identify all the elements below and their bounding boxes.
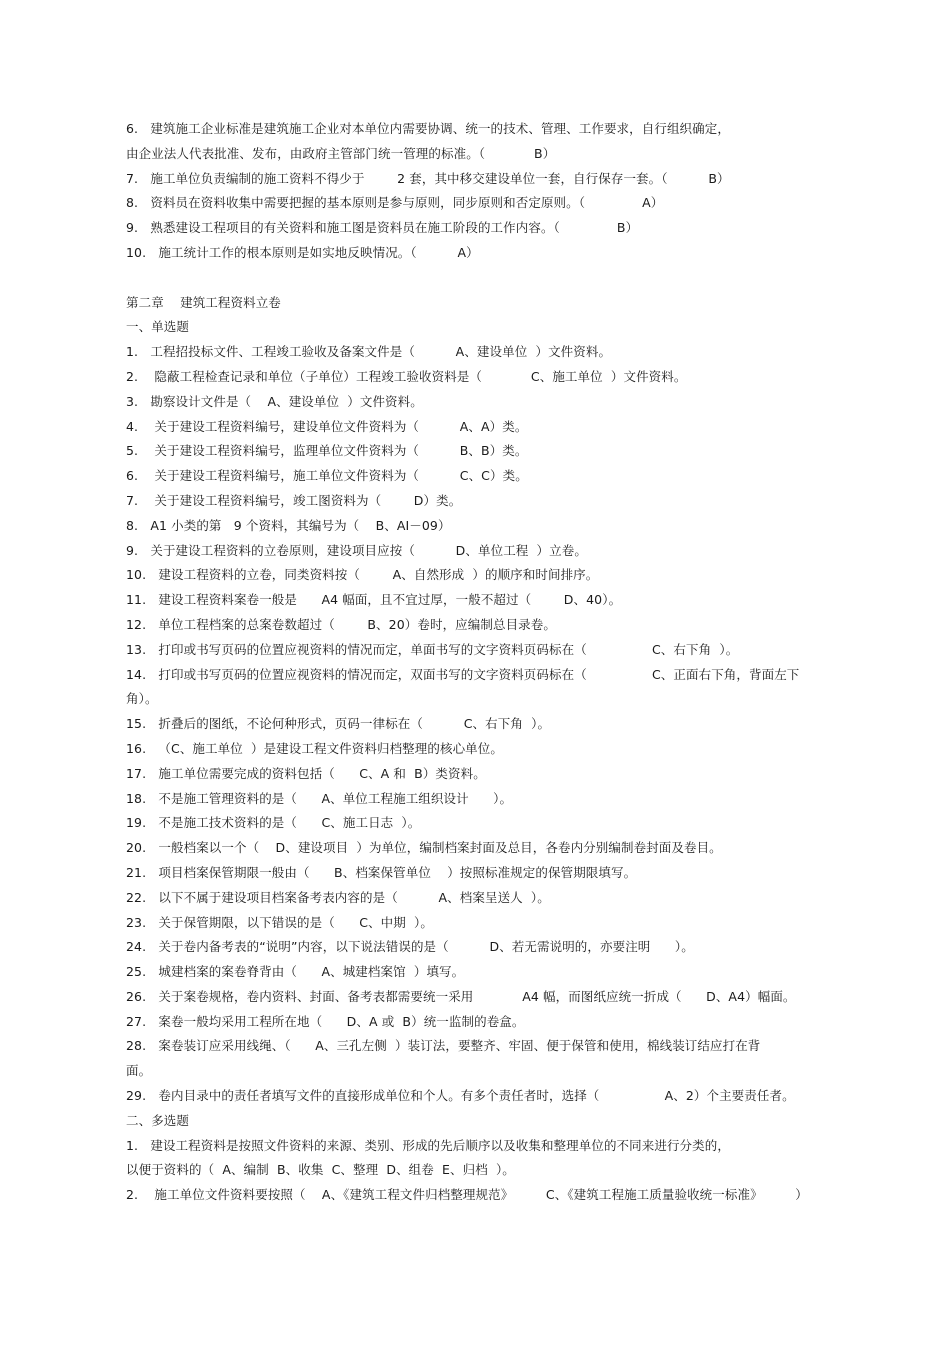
list-item: 25. 城建档案的案卷脊背由（ A、城建档案馆 ）填写。 bbox=[126, 964, 465, 980]
list-item: 2. 施工单位文件资料要按照（ A、《建筑工程文件归档整理规范》 C、《建筑工程施工质量验收统一标准》 ） bbox=[126, 1187, 808, 1203]
list-item: 23. 关于保管期限，以下错误的是（ C、中期 ）。 bbox=[126, 914, 433, 930]
document-body bbox=[126, 117, 826, 1208]
list-item: 28. 案卷装订应采用线绳、（ A、三孔左侧 ）装订法，要整齐、牢固、便于保管和使用，棉线装订结应打在背 bbox=[126, 1038, 761, 1054]
multi-choice-list bbox=[126, 1134, 826, 1208]
list-item: 8. A1 小类的第 9 个资料，其编号为（ B、AI－09） bbox=[126, 517, 451, 533]
list-item: 21. 项目档案保管期限一般由（ B、档案保管单位 ）按照标准规定的保管期限填写。 bbox=[126, 864, 637, 880]
list-item: 面。 bbox=[126, 1063, 152, 1079]
list-item: 11. 建设工程资料案卷一般是 A4 幅面，且不宜过厚，一般不超过（ D、40）。 bbox=[126, 592, 622, 608]
list-item: 1. 建设工程资料是按照文件资料的来源、类别、形成的先后顺序以及收集和整理单位的不同来进行分类的， bbox=[126, 1137, 730, 1153]
list-item: 17. 施工单位需要完成的资料包括（ C、A 和 B）类资料。 bbox=[126, 765, 486, 781]
list-item: 27. 案卷一般均采用工程所在地（ D、A 或 B）统一监制的卷盒。 bbox=[126, 1013, 525, 1029]
list-item: 由企业法人代表批准、发布，由政府主管部门统一管理的标准。（ B） bbox=[126, 145, 556, 161]
list-item: 9. 关于建设工程资料的立卷原则，建设项目应按（ D、单位工程 ）立卷。 bbox=[126, 542, 587, 558]
section-1-list bbox=[126, 117, 826, 266]
list-item: 6. 建筑施工企业标准是建筑施工企业对本单位内需要协调、统一的技术、管理、工作要求，自行组织确定， bbox=[126, 121, 730, 136]
list-item: 26. 关于案卷规格，卷内资料、封面、备考表都需要统一采用 A4 幅，而图纸应统一折成（ D、A4）幅面。 bbox=[126, 988, 796, 1004]
list-item: 以便于资料的（ A、编制 B、收集 C、整理 D、组卷 E、归档 ）。 bbox=[126, 1162, 515, 1178]
list-item: 13. 打印或书写页码的位置应视资料的情况而定，单面书写的文字资料页码标在（ C、右下角 ）。 bbox=[126, 641, 739, 657]
single-choice-list bbox=[126, 340, 826, 1109]
list-item: 20. 一般档案以一个（ D、建设项目 ）为单位，编制档案封面及总目，各卷内分别编制卷封面及卷目。 bbox=[126, 840, 722, 856]
list-item: 12. 单位工程档案的总案卷数超过（ B、20）卷时，应编制总目录卷。 bbox=[126, 616, 556, 632]
list-item: 7. 施工单位负责编制的施工资料不得少于 2 套，其中移交建设单位一套，自行保存一套。（ B） bbox=[126, 170, 730, 186]
list-item: 14. 打印或书写页码的位置应视资料的情况而定，双面书写的文字资料页码标在（ C、正面右下角，背面左下 bbox=[126, 666, 800, 682]
list-item: 5. 关于建设工程资料编号，监理单位文件资料为（ B、B）类。 bbox=[126, 443, 528, 459]
list-item: 29. 卷内目录中的责任者填写文件的直接形成单位和个人。有多个责任者时，选择（ A、2）个主要责任者。 bbox=[126, 1088, 795, 1104]
list-item: 9. 熟悉建设工程项目的有关资料和施工图是资料员在施工阶段的工作内容。（ B） bbox=[126, 220, 639, 236]
list-item: 10. 建设工程资料的立卷，同类资料按（ A、自然形成 ）的顺序和时间排序。 bbox=[126, 567, 599, 583]
list-item: 10. 施工统计工作的根本原则是如实地反映情况。（ A） bbox=[126, 244, 479, 260]
list-item: 19. 不是施工技术资料的是（ C、施工日志 ）。 bbox=[126, 815, 421, 831]
list-item: 15. 折叠后的图纸，不论何种形式，页码一律标在（ C、右下角 ）。 bbox=[126, 716, 551, 732]
list-item: 3. 勘察设计文件是（ A、建设单位 ）文件资料。 bbox=[126, 393, 423, 409]
list-item: 24. 关于卷内备考表的“说明”内容，以下说法错误的是（ D、若无需说明的，亦要注明 ）。 bbox=[126, 939, 694, 955]
multi-choice-heading: 二、多选题 bbox=[126, 1112, 190, 1128]
list-item: 2. 隐蔽工程检查记录和单位（子单位）工程竣工验收资料是（ C、施工单位 ）文件资料。 bbox=[126, 368, 687, 384]
list-item: 角）。 bbox=[126, 691, 158, 707]
list-item: 6. 关于建设工程资料编号，施工单位文件资料为（ C、C）类。 bbox=[126, 468, 528, 484]
list-item: 1. 工程招投标文件、工程竣工验收及备案文件是（ A、建设单位 ）文件资料。 bbox=[126, 344, 612, 360]
list-item: 8. 资料员在资料收集中需要把握的基本原则是参与原则，同步原则和否定原则。（ A） bbox=[126, 195, 664, 211]
single-choice-heading: 一、单选题 bbox=[126, 319, 190, 335]
chapter-title: 第二章 建筑工程资料立卷 bbox=[126, 294, 281, 310]
spacer bbox=[126, 266, 826, 291]
list-item: 18. 不是施工管理资料的是（ A、单位工程施工组织设计 ）。 bbox=[126, 790, 513, 806]
list-item: 16. （C、施工单位 ）是建设工程文件资料归档整理的核心单位。 bbox=[126, 740, 503, 756]
list-item: 7. 关于建设工程资料编号，竣工图资料为（ D）类。 bbox=[126, 492, 462, 508]
list-item: 4. 关于建设工程资料编号，建设单位文件资料为（ A、A）类。 bbox=[126, 418, 528, 434]
list-item: 22. 以下不属于建设项目档案备考表内容的是（ A、档案呈送人 ）。 bbox=[126, 889, 550, 905]
